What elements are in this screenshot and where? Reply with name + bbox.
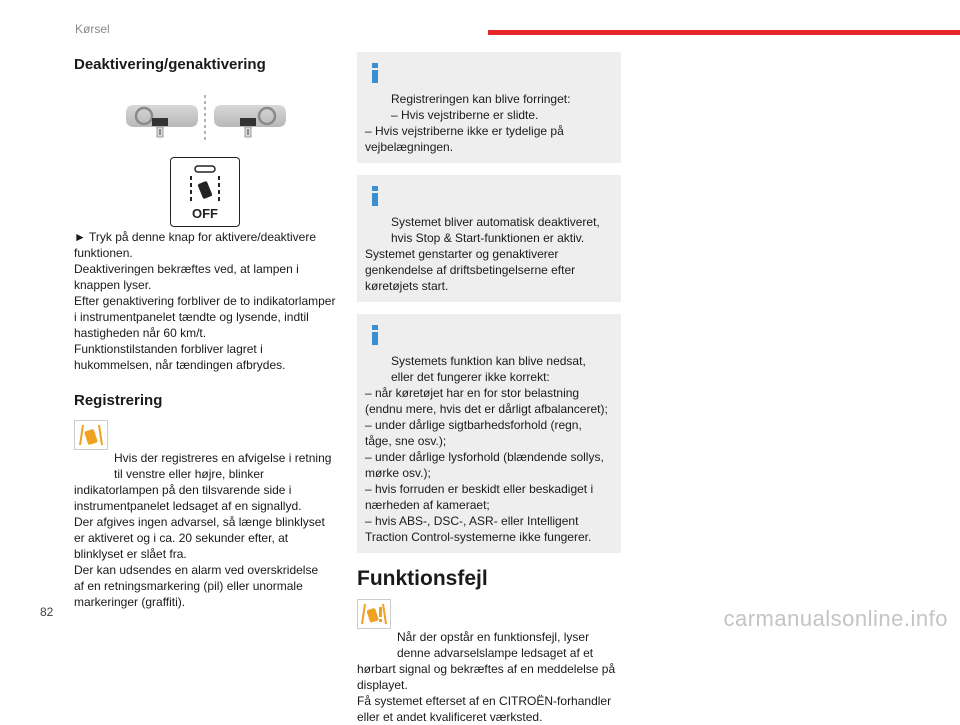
section-label: Kørsel [75,22,110,36]
lane-fault-warning-icon [357,599,391,629]
dashboard-lane-illustration [74,87,342,167]
info-box-1-rest-text: – Hvis vejstriberne ikke er tydelige på vejbelægningen. [365,124,564,154]
info-box-3-head-text: Systemets funktion kan blive nedsat, eller det fungerer ikke korrekt: [391,354,586,384]
left-column [74,56,342,610]
page-number: 82 [40,605,54,619]
header-accent-bar [488,30,960,35]
lane-warning-icon [74,420,108,450]
heading-malfunction: Funktionsfejl [357,567,488,590]
info-icon [367,185,383,207]
heading-registration: Registrering [74,392,163,409]
info-box-head [365,59,613,123]
malfunction-text-first: Når der opstår en funktionsfejl, lyser denne advarselslampe ledsaget af et [397,630,594,660]
illustration-area [74,73,342,223]
registration-text-rest: indikatorlampen på den tilsvarende side i instrumentpanelet ledsaget af en signallyd. Der afgives ingen advarsel, så længe blinklyset er aktiveret og i ca. 20 sekunder efter, at blinklyset er slået fra. Der kan udsendes en alarm ved overskridelse af en retningsmarkering (pil) eller unormale markeringer (graffiti). [74,483,325,609]
info-icon [367,324,383,346]
info-box-limitations [357,314,621,553]
malfunction-warning [357,597,621,661]
registration-warning [74,418,342,482]
deactivation-text: ► Tryk på denne knap for aktivere/deaktivere funktionen. Deaktiveringen bekræftes ved, at lampen i knappen lyser. Efter genaktivering forbliver de to indikatorlamper i instrumentpanelet tændte og lysende, indtil hastigheden når 60 km/t. Funktionstilstanden forbliver lagret i hukommelsen, når tændingen afbrydes. [74,230,336,372]
info-box-head [365,321,613,385]
info-box-registration [357,52,621,163]
right-column [357,52,621,725]
heading-deactivation: Deaktivering/genaktivering [74,56,266,73]
off-label: OFF [192,206,218,221]
malfunction-text-rest: hørbart signal og bekræftes af en meddelelse på displayet. Få systemet efterset af en CITROËN-forhandler eller et andet kvalificeret værksted. [357,662,616,724]
registration-text-first: Hvis der registreres en afvigelse i retning til venstre eller højre, blinker [114,451,332,481]
info-box-2-rest-text: Systemet genstarter og genaktiverer genkendelse af driftsbetingelserne efter køretøjets start. [365,247,576,293]
info-box-head [365,182,613,246]
info-box-2-head-text: Systemet bliver automatisk deaktiveret, hvis Stop & Start-funktionen er aktiv. [391,215,600,245]
watermark: carmanualsonline.info [723,606,948,631]
lane-assist-off-button[interactable] [170,157,240,227]
info-box-stop-start [357,175,621,302]
info-icon [367,62,383,84]
info-box-3-rest-text: – når køretøjet har en for stor belastning (endnu mere, hvis det er dårligt afbalanceret); – under dårlige sigtbarhedsforhold (regn, tåge, sne osv.); – under dårlige lysforhold (blændende sollys, mørke osv.); – hvis forruden er beskidt eller beskadiget i nærheden af kameraet; – hvis ABS-, DSC-, ASR- eller Intelligent Traction Control-systemerne ikke fungerer. [365,386,608,544]
info-box-1-head-text: Registreringen kan blive forringet: – Hvis vejstriberne er slidte. [391,92,571,122]
